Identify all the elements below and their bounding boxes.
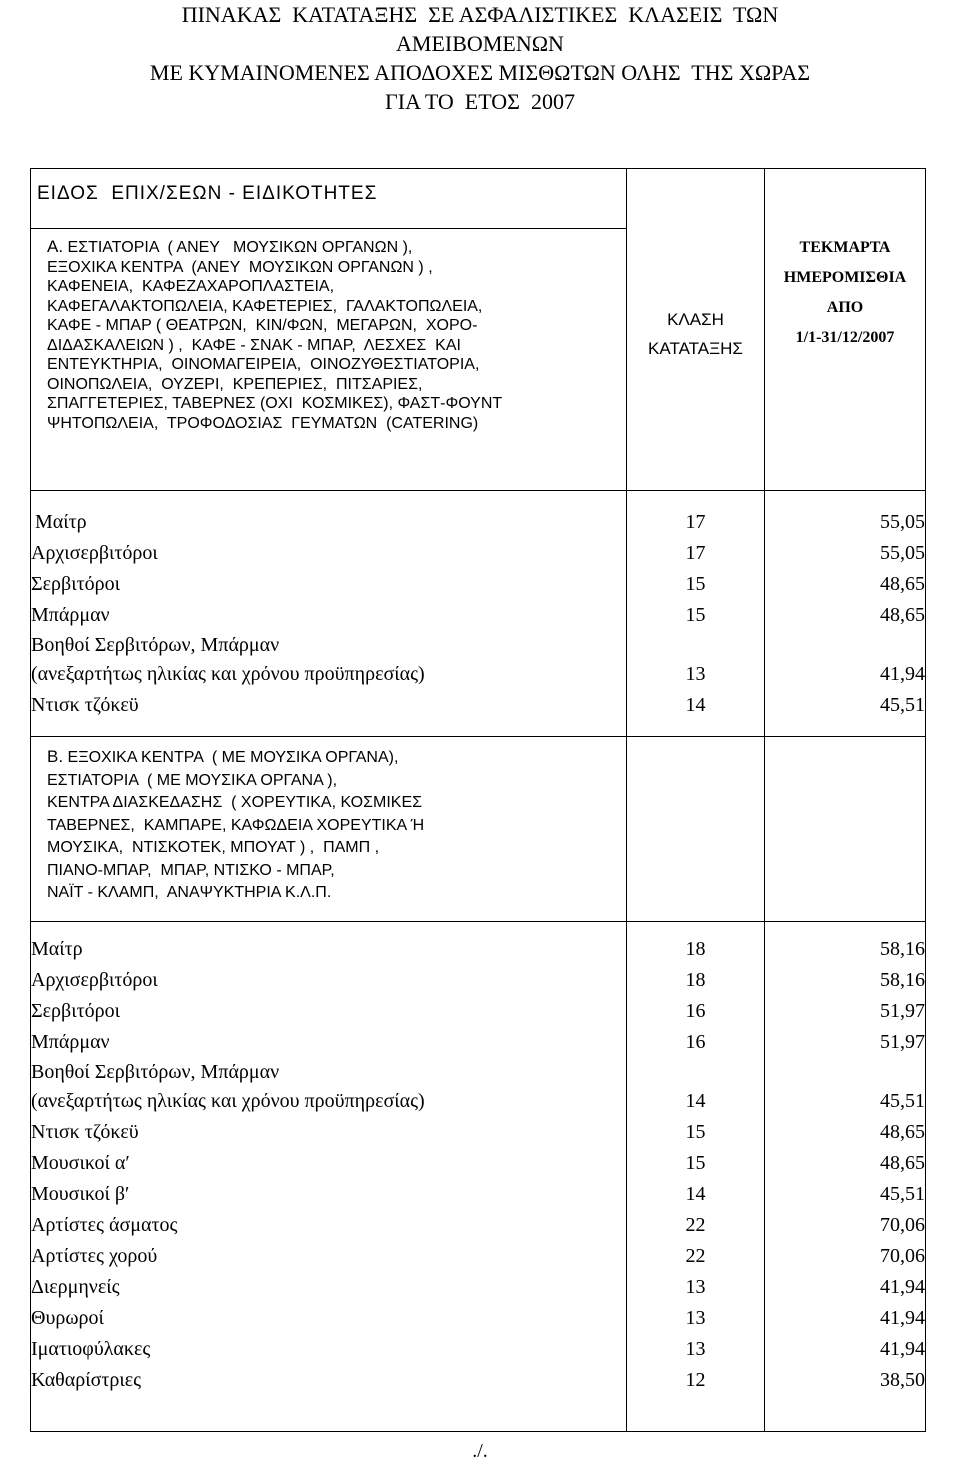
section-b-line: ΝΑΪΤ - ΚΛΑΜΠ, ΑΝΑΨΥΚΤΗΡΙΑ Κ.Λ.Π. <box>47 884 332 901</box>
table-header-row <box>31 169 926 229</box>
class-value <box>627 631 764 659</box>
class-value: 15 <box>685 1121 706 1143</box>
wage-header-label: ΑΠΟ <box>826 299 864 316</box>
section-b-class-blank <box>627 737 765 922</box>
wage-value: 70,06 <box>880 1214 925 1236</box>
title-line: ΑΜΕΙΒΟΜΕΝΩΝ <box>396 31 564 56</box>
class-value: 16 <box>685 1031 706 1053</box>
wage-value: 55,05 <box>880 511 925 533</box>
job-name: Καθαρίστριες <box>31 1369 142 1391</box>
class-value <box>627 1058 764 1086</box>
wage-header-label: ΤΕΚΜΑΡΤΑ <box>799 239 891 256</box>
wage-header-label: 1/1-31/12/2007 <box>795 329 895 346</box>
wage-value: 48,65 <box>880 1121 925 1143</box>
section-a-jobs <box>31 491 627 737</box>
class-value: 15 <box>685 604 706 626</box>
wage-value: 41,94 <box>880 1276 925 1298</box>
section-b-line: ΤΑΒΕΡΝΕΣ, ΚΑΜΠΑΡΕ, ΚΑΦΩΔΕΙΑ ΧΟΡΕΥΤΙΚΑ Ή <box>47 816 425 834</box>
job-name: Αρτίστες χορού <box>31 1245 158 1267</box>
class-value: 22 <box>685 1245 706 1267</box>
wage-value: 45,51 <box>880 694 925 716</box>
section-b-line: ΠΙΑΝΟ-ΜΠΑΡ, ΜΠΑΡ, ΝΤΙΣΚΟ - ΜΠΑΡ, <box>47 861 335 879</box>
job-name: Μπάρμαν <box>31 604 110 626</box>
job-name: Διερμηνείς <box>31 1276 120 1298</box>
section-a-line: ΕΞΟΧΙΚΑ ΚΕΝΤΡΑ (ΑΝΕΥ ΜΟΥΣΙΚΩΝ ΟΡΓΑΝΩΝ ) , <box>47 258 433 276</box>
wage-header-cell <box>765 169 926 491</box>
class-header-label: ΚΛΑΣΗ <box>667 309 724 329</box>
class-value: 12 <box>685 1369 706 1391</box>
class-value: 13 <box>685 663 706 685</box>
section-a-description <box>31 229 627 491</box>
wage-value: 55,05 <box>880 542 925 564</box>
wage-value: 38,50 <box>880 1369 925 1391</box>
class-value: 14 <box>685 1090 706 1112</box>
section-a-line: ΕΝΤΕΥΚΤΗΡΙΑ, ΟΙΝΟΜΑΓΕΙΡΕΙΑ, ΟΙΝΟΖΥΘΕΣΤΙΑΤΟΡΙΑ, <box>47 356 480 373</box>
job-name: Μαίτρ <box>31 938 83 960</box>
section-b-line: ΕΣΤΙΑΤΟΡΙΑ ( ΜΕ ΜΟΥΣΙΚΑ ΟΡΓΑΝΑ ), <box>47 771 338 789</box>
job-name: (ανεξαρτήτως ηλικίας και χρόνου προϋπηρεσίας) <box>31 1090 425 1112</box>
section-b-jobs <box>31 922 627 1432</box>
class-value: 18 <box>685 969 706 991</box>
job-name: Βοηθοί Σερβιτόρων, Μπάρμαν <box>31 1061 280 1083</box>
section-a-line: ΣΠΑΓΓΕΤΕΡΙΕΣ, ΤΑΒΕΡΝΕΣ (ΟΧΙ ΚΟΣΜΙΚΕΣ), ΦΑΣΤ-ΦΟΥΝΤ <box>47 395 503 412</box>
job-name: Θυρωροί <box>31 1307 104 1329</box>
continuation-mark: ./. <box>472 1440 488 1462</box>
section-a-line: ΚΑΦΕ - ΜΠΑΡ ( ΘΕΑΤΡΩΝ, ΚΙΝ/ΦΩΝ, ΜΕΓΑΡΩΝ, ΧΟΡΟ- <box>47 317 478 334</box>
section-b-values-row <box>31 922 926 1432</box>
kind-header-cell <box>31 169 627 229</box>
section-a-line: ΕΣΤΙΑΤΟΡΙΑ ( ΑΝΕΥ ΜΟΥΣΙΚΩΝ ΟΡΓΑΝΩΝ ), <box>67 239 413 256</box>
classification-table <box>30 168 926 1432</box>
class-value: 17 <box>685 511 706 533</box>
class-value: 15 <box>685 573 706 595</box>
wage-value: 58,16 <box>880 938 925 960</box>
job-name: Σερβιτόροι <box>31 1000 120 1022</box>
wage-header-label: ΗΜΕΡΟΜΙΣΘΙΑ <box>783 269 907 286</box>
section-a-line: ΚΑΦΕΓΑΛΑΚΤΟΠΩΛΕΙΑ, ΚΑΦΕΤΕΡΙΕΣ, ΓΑΛΑΚΤΟΠΩΛΕΙΑ, <box>47 297 483 315</box>
section-b-description-row <box>31 737 926 922</box>
class-value: 13 <box>685 1276 706 1298</box>
section-b-letter: Β. <box>47 747 64 766</box>
section-b-line: ΚΕΝΤΡΑ ΔΙΑΣΚΕΔΑΣΗΣ ( ΧΟΡΕΥΤΙΚΑ, ΚΟΣΜΙΚΕΣ <box>47 794 423 811</box>
job-name: Αρτίστες άσματος <box>31 1214 178 1236</box>
document-title <box>0 0 960 116</box>
job-name: Μουσικοί α′ <box>31 1152 130 1174</box>
job-name: Ντισκ τζόκεϋ <box>31 1121 139 1143</box>
class-value: 18 <box>685 938 706 960</box>
class-value: 14 <box>685 694 706 716</box>
section-b-line: ΕΞΟΧΙΚΑ ΚΕΝΤΡΑ ( ΜΕ ΜΟΥΣΙΚΑ ΟΡΓΑΝΑ), <box>67 749 399 766</box>
class-value: 17 <box>685 542 706 564</box>
job-name: (ανεξαρτήτως ηλικίας και χρόνου προϋπηρεσίας) <box>31 663 425 685</box>
section-a-classes <box>627 491 765 737</box>
wage-value: 45,51 <box>880 1090 925 1112</box>
job-name: Βοηθοί Σερβιτόρων, Μπάρμαν <box>31 634 280 656</box>
class-value: 22 <box>685 1214 706 1236</box>
job-name: Μπάρμαν <box>31 1031 110 1053</box>
wage-value: 48,65 <box>880 1152 925 1174</box>
job-name: Μουσικοί β′ <box>31 1183 130 1205</box>
wage-value: 70,06 <box>880 1245 925 1267</box>
section-b-wage-blank <box>765 737 926 922</box>
wage-value <box>765 1058 925 1086</box>
job-name: Σερβιτόροι <box>31 573 120 595</box>
kind-header-label: ΕΙΔΟΣ ΕΠΙΧ/ΣΕΩΝ - ΕΙΔΙΚΟΤΗΤΕΣ <box>37 183 378 204</box>
section-a-line: ΨΗΤΟΠΩΛΕΙΑ, ΤΡΟΦΟΔΟΣΙΑΣ ΓΕΥΜΑΤΩΝ (CATERING) <box>47 414 479 432</box>
section-b-wages <box>765 922 926 1432</box>
title-line: ΓΙΑ ΤΟ ΕΤΟΣ 2007 <box>385 89 575 114</box>
class-value: 13 <box>685 1307 706 1329</box>
section-a-values-row <box>31 491 926 737</box>
wage-value: 41,94 <box>880 1338 925 1360</box>
wage-value: 51,97 <box>880 1031 925 1053</box>
wage-value: 48,65 <box>880 604 925 626</box>
class-value: 15 <box>685 1152 706 1174</box>
class-value: 14 <box>685 1183 706 1205</box>
job-name: Αρχισερβιτόροι <box>31 542 158 564</box>
section-a-line: ΚΑΦΕΝΕΙΑ, ΚΑΦΕΖΑΧΑΡΟΠΛΑΣΤΕΙΑ, <box>47 278 335 295</box>
section-a-line: ΔΙΔΑΣΚΑΛΕΙΩΝ ) , ΚΑΦΕ - ΣΝΑΚ - ΜΠΑΡ, ΛΕΣΧΕΣ ΚΑΙ <box>47 336 461 354</box>
wage-value <box>765 631 925 659</box>
job-name: Ντισκ τζόκεϋ <box>31 694 139 716</box>
section-b-description <box>31 737 627 922</box>
section-b-classes <box>627 922 765 1432</box>
wage-value: 51,97 <box>880 1000 925 1022</box>
job-name: Ιματιοφύλακες <box>31 1338 151 1360</box>
section-a-wages <box>765 491 926 737</box>
section-a-line: ΟΙΝΟΠΩΛΕΙΑ, ΟΥΖΕΡΙ, ΚΡΕΠΕΡΙΕΣ, ΠΙΤΣΑΡΙΕΣ, <box>47 375 423 393</box>
job-name: Αρχισερβιτόροι <box>31 969 158 991</box>
class-header-label: ΚΑΤΑΤΑΞΗΣ <box>648 338 743 358</box>
title-line: ΜΕ ΚΥΜΑΙΝΟΜΕΝΕΣ ΑΠΟΔΟΧΕΣ ΜΙΣΘΩΤΩΝ ΟΛΗΣ ΤΗΣ ΧΩΡΑΣ <box>149 60 811 85</box>
class-header-cell <box>627 169 765 491</box>
wage-value: 41,94 <box>880 663 925 685</box>
wage-value: 45,51 <box>880 1183 925 1205</box>
section-b-line: ΜΟΥΣΙΚΑ, ΝΤΙΣΚΟΤΕΚ, ΜΠΟΥΑΤ ) , ΠΑΜΠ , <box>47 839 380 856</box>
wage-value: 48,65 <box>880 573 925 595</box>
wage-value: 58,16 <box>880 969 925 991</box>
class-value: 16 <box>685 1000 706 1022</box>
class-value: 13 <box>685 1338 706 1360</box>
title-line: ΠΙΝΑΚΑΣ ΚΑΤΑΤΑΞΗΣ ΣΕ ΑΣΦΑΛΙΣΤΙΚΕΣ ΚΛΑΣΕΙΣ ΤΩΝ <box>181 2 779 27</box>
section-a-letter: Α. <box>47 237 64 256</box>
wage-value: 41,94 <box>880 1307 925 1329</box>
job-name: Μαίτρ <box>35 511 87 533</box>
